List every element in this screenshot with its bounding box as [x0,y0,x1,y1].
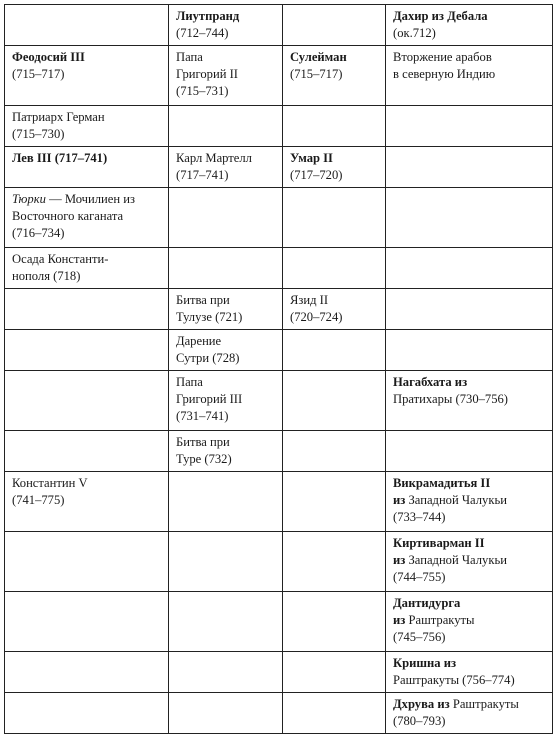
cell-line [393,552,546,569]
cell-byzantium [5,46,169,106]
table-row [5,147,553,188]
cell-west [169,289,283,330]
cell-text: Дантидурга [393,596,461,610]
cell-india [386,106,553,147]
cell-text: Тюрки [12,192,46,206]
cell-text: Раштракуты [405,613,475,627]
cell-text: Дхрува из [393,697,450,711]
cell-caliphate [283,532,386,592]
cell-india [386,472,553,532]
table-row [5,289,553,330]
cell-text: Нагабхата из [393,375,468,389]
table-row [5,652,553,693]
cell-text: (715–730) [12,127,65,141]
cell-text: Григорий II [176,67,238,81]
cell-caliphate [283,248,386,289]
cell-west [169,652,283,693]
cell-text: (715–717) [290,67,343,81]
cell-india [386,592,553,652]
cell-caliphate [283,330,386,371]
cell-west [169,371,283,431]
cell-line [393,696,546,713]
cell-text: Раштракуты [449,697,519,711]
cell-india [386,431,553,472]
cell-byzantium [5,106,169,147]
cell-caliphate [283,592,386,652]
table-row [5,693,553,734]
cell-caliphate [283,472,386,532]
cell-line [393,492,546,509]
cell-byzantium [5,532,169,592]
cell-caliphate [283,106,386,147]
table-row [5,5,553,46]
cell-text: в северную Индию [393,67,496,81]
cell-india [386,248,553,289]
table-row [5,431,553,472]
table-row [5,106,553,147]
table-row [5,330,553,371]
cell-byzantium [5,693,169,734]
cell-byzantium [5,5,169,46]
cell-byzantium [5,147,169,188]
cell-india [386,652,553,693]
cell-text: Тулузе (721) [176,310,243,324]
cell-byzantium [5,472,169,532]
table-row [5,592,553,652]
cell-west [169,472,283,532]
cell-caliphate [283,431,386,472]
table-row [5,472,553,532]
cell-text: (712–744) [176,26,229,40]
cell-text: Папа [176,375,203,389]
cell-india [386,330,553,371]
cell-west [169,693,283,734]
cell-india [386,371,553,431]
cell-text: Папа [176,50,203,64]
table-row [5,371,553,431]
cell-text: (717–720) [290,168,343,182]
cell-byzantium [5,330,169,371]
cell-text: Киртиварман II [393,536,485,550]
cell-text: Кришна из [393,656,457,670]
table-row [5,532,553,592]
cell-text: Вторжение арабов [393,50,492,64]
cell-text: Западной Чалукьи [405,553,507,567]
cell-west [169,592,283,652]
cell-west [169,5,283,46]
chronology-table [4,4,553,734]
cell-text: Туре (732) [176,452,232,466]
cell-india [386,532,553,592]
cell-byzantium [5,592,169,652]
cell-text: Дахир из Дебала [393,9,488,23]
cell-byzantium [5,248,169,289]
cell-byzantium [5,431,169,472]
cell-text: Феодосий III [12,50,85,64]
cell-text: (780–793) [393,714,446,728]
cell-india [386,5,553,46]
cell-text: (733–744) [393,510,446,524]
cell-india [386,147,553,188]
cell-text: Восточного каганата [12,209,124,223]
cell-text: Лев III (717–741) [12,151,108,165]
cell-india [386,289,553,330]
cell-text: (731–741) [176,409,229,423]
cell-west [169,431,283,472]
cell-west [169,46,283,106]
cell-text: из [393,553,406,567]
cell-text: (720–724) [290,310,343,324]
cell-text: Сулейман [290,50,347,64]
cell-text: (715–717) [12,67,65,81]
cell-text: (ок.712) [393,26,436,40]
table-row [5,248,553,289]
cell-west [169,147,283,188]
table-row [5,46,553,106]
cell-west [169,248,283,289]
cell-text: Лиутпранд [176,9,240,23]
cell-west [169,330,283,371]
cell-byzantium [5,188,169,248]
cell-caliphate [283,693,386,734]
cell-byzantium [5,289,169,330]
cell-text: Язид II [290,293,329,307]
cell-caliphate [283,46,386,106]
cell-text: Раштракуты (756–774) [393,673,515,687]
chronology-table-body [5,5,553,734]
cell-line [393,612,546,629]
cell-line [12,191,162,208]
cell-india [386,188,553,248]
cell-text: (715–731) [176,84,229,98]
cell-text: Григорий III [176,392,243,406]
cell-text: нополя (718) [12,269,81,283]
table-row [5,188,553,248]
cell-byzantium [5,652,169,693]
cell-text: (744–755) [393,570,446,584]
cell-caliphate [283,652,386,693]
cell-caliphate [283,5,386,46]
cell-text: Битва при [176,435,230,449]
cell-west [169,106,283,147]
cell-text: Осада Константи- [12,252,109,266]
cell-west [169,188,283,248]
cell-west [169,532,283,592]
cell-india [386,693,553,734]
cell-text: Западной Чалукьи [405,493,507,507]
cell-byzantium [5,371,169,431]
cell-text: Константин V [12,476,88,490]
cell-text: Карл Мартелл [176,151,252,165]
cell-text: Викрамадитья II [393,476,491,490]
cell-text: Патриарх Герман [12,110,105,124]
cell-text: Сутри (728) [176,351,240,365]
cell-india [386,46,553,106]
cell-text: — Мочилиен из [45,192,135,206]
cell-text: Дарение [176,334,222,348]
cell-text: (717–741) [176,168,229,182]
cell-text: (741–775) [12,493,65,507]
cell-text: Пратихары (730–756) [393,392,508,406]
cell-caliphate [283,188,386,248]
cell-caliphate [283,371,386,431]
cell-text: из [393,493,406,507]
cell-caliphate [283,289,386,330]
cell-text: из [393,613,406,627]
cell-text: (716–734) [12,226,65,240]
cell-text: Битва при [176,293,230,307]
cell-text: (745–756) [393,630,446,644]
cell-text: Умар II [290,151,333,165]
cell-caliphate [283,147,386,188]
